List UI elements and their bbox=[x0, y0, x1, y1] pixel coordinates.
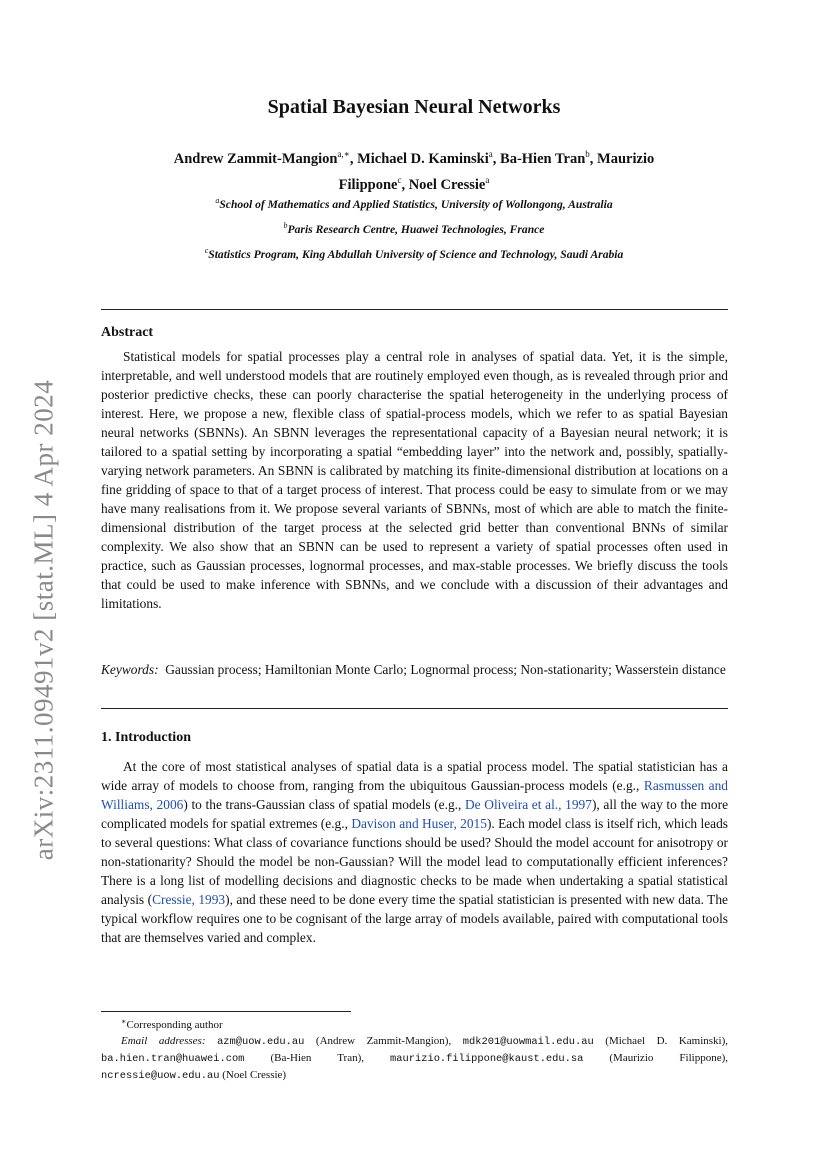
arxiv-identifier-stamp: arXiv:2311.09491v2 [stat.ML] 4 Apr 2024 bbox=[28, 379, 59, 861]
author-list bbox=[100, 144, 728, 196]
abstract-top-rule bbox=[101, 309, 728, 310]
author-name: Ba-Hien Tran bbox=[500, 151, 586, 167]
keywords-text: Gaussian process; Hamiltonian Monte Carlo; Lognormal process; Non-stationarity; Wasserstein distance bbox=[165, 662, 726, 677]
affiliation-text: Paris Research Centre, Huawei Technologies, France bbox=[287, 223, 545, 236]
email-addresses: Email addresses: azm@uow.edu.au (Andrew Zammit-Mangion), mdk201@uowmail.edu.au (Michael D. Kaminski), ba.hien.tran@huawei.com (Ba-Hien Tran), maurizio.filippone@kaust.edu.sa (Maurizio Filippone), ncressie@uow.edu.au (Noel Cressie) bbox=[101, 1035, 729, 1082]
author-name: Andrew Zammit-Mangion bbox=[173, 151, 338, 167]
footnote bbox=[101, 1014, 728, 1084]
email-label: Email addresses: bbox=[121, 1035, 206, 1047]
keywords bbox=[101, 660, 728, 679]
author-affiliation-marker: c bbox=[397, 175, 402, 185]
affiliation-a bbox=[0, 196, 828, 211]
affiliation-text: Statistics Program, King Abdullah University of Science and Technology, Saudi Arabia bbox=[208, 248, 624, 261]
email-address[interactable]: azm@uow.edu.au bbox=[217, 1036, 305, 1048]
author-affiliation-marker: b bbox=[585, 149, 590, 159]
keywords-label: Keywords: bbox=[101, 662, 159, 677]
affiliation-marker: b bbox=[283, 221, 288, 230]
author-affiliation-marker: a,∗ bbox=[337, 149, 350, 159]
affiliation-b bbox=[0, 221, 828, 236]
author-name: Filippone bbox=[338, 177, 398, 193]
footnote-rule bbox=[101, 1011, 351, 1012]
citation-link[interactable]: Davison and Huser, 2015 bbox=[351, 816, 487, 831]
affiliation-c bbox=[0, 246, 828, 261]
affiliation-text: School of Mathematics and Applied Statistics, University of Wollongong, Australia bbox=[219, 198, 613, 211]
author-line-2: Filippone$^c$, Noel Cressie$^a$ bbox=[338, 175, 490, 193]
footnote-marker: ∗ bbox=[121, 1017, 127, 1026]
affiliation-marker: c bbox=[204, 246, 209, 255]
section-heading-introduction: 1. Introduction bbox=[101, 730, 191, 745]
email-address[interactable]: maurizio.filippone@kaust.edu.sa bbox=[390, 1053, 584, 1065]
abstract-text: Statistical models for spatial processes play a central role in analyses of spatial data. Yet, it is the simple, interpretable, and well understood models that are routinely employed even though, as is revealed through prior and posterior predictive checks, these can poorly characterise the spatial heterogeneity in the underlying process of interest. Here, we propose a new, flexible class of spatial-process models, which we refer to as spatial Bayesian neural networks (SBNNs). An SBNN leverages the representational capacity of a Bayesian neural network; it is tailored to a spatial setting by incorporating a spatial “embedding layer” into the network and, possibly, spatially-varying network parameters. An SBNN is calibrated by matching its finite-dimensional distribution at locations on a fine gridding of space to that of a target process of interest. That process could be easy to simulate from or we may have many realisations from it. We propose several variants of SBNNs, most of which are able to match the finite-dimensional distribution of the target process at the selected grid better than conventional BNNs of similar complexity. We also show that an SBNN can be used to represent a variety of spatial processes often used in practice, such as Gaussian processes, lognormal processes, and max-stable processes. We briefly discuss the tools that could be used to make inference with SBNNs, and we conclude with a discussion of their advantages and limitations. bbox=[101, 349, 728, 611]
email-address[interactable]: ba.hien.tran@huawei.com bbox=[101, 1053, 245, 1065]
author-name: Maurizio bbox=[597, 151, 655, 167]
author-name: Michael D. Kaminski bbox=[357, 151, 489, 167]
affiliation-marker: a bbox=[215, 196, 220, 205]
author-line-1: Andrew Zammit-Mangion$^{a,∗}$, Michael D. Kaminski$^a$, Ba-Hien Tran$^b$, Maurizio bbox=[173, 149, 655, 167]
email-address[interactable]: ncressie@uow.edu.au bbox=[101, 1070, 220, 1082]
citation-link[interactable]: Cressie, 1993 bbox=[152, 892, 226, 907]
author-affiliation-marker: a bbox=[485, 175, 490, 185]
abstract-bottom-rule bbox=[101, 708, 728, 709]
abstract-heading: Abstract bbox=[101, 325, 154, 340]
author-affiliation-marker: a bbox=[488, 149, 493, 159]
citation-link[interactable]: Rasmussen and Williams, 2006 bbox=[101, 778, 728, 812]
paper-title: Spatial Bayesian Neural Networks bbox=[267, 96, 561, 118]
citation-link[interactable]: De Oliveira et al., 1997 bbox=[465, 797, 592, 812]
author-name: Noel Cressie bbox=[408, 177, 486, 193]
corresponding-author-note: ∗Corresponding author bbox=[121, 1017, 223, 1031]
email-address[interactable]: mdk201@uowmail.edu.au bbox=[462, 1036, 594, 1048]
introduction-paragraph: At the core of most statistical analyses of spatial data is a spatial process model. The spatial statistician has a wide array of models to choose from, ranging from the ubiquitous Gaussian-process models (e.g., Rasmussen and Williams, 2006) to the trans-Gaussian class of spatial models (e.g., De Oliveira et al., 1997), all the way to the more complicated models for spatial extremes (e.g., Davison and Huser, 2015). Each model class is itself rich, which leads to several questions: What class of covariance functions should be used? Should the model account for anisotropy or non-stationarity? Should the model be non-Gaussian? Will the model lead to computationally efficient inferences? There is a long list of modelling decisions and diagnostic checks to be made when undertaking a spatial statistical analysis (Cressie, 1993), and these need to be done every time the spatial statistician is presented with new data. The typical workflow requires one to be cognisant of the large array of models available, paired with computational tools that are themselves varied and complex. bbox=[101, 759, 729, 945]
